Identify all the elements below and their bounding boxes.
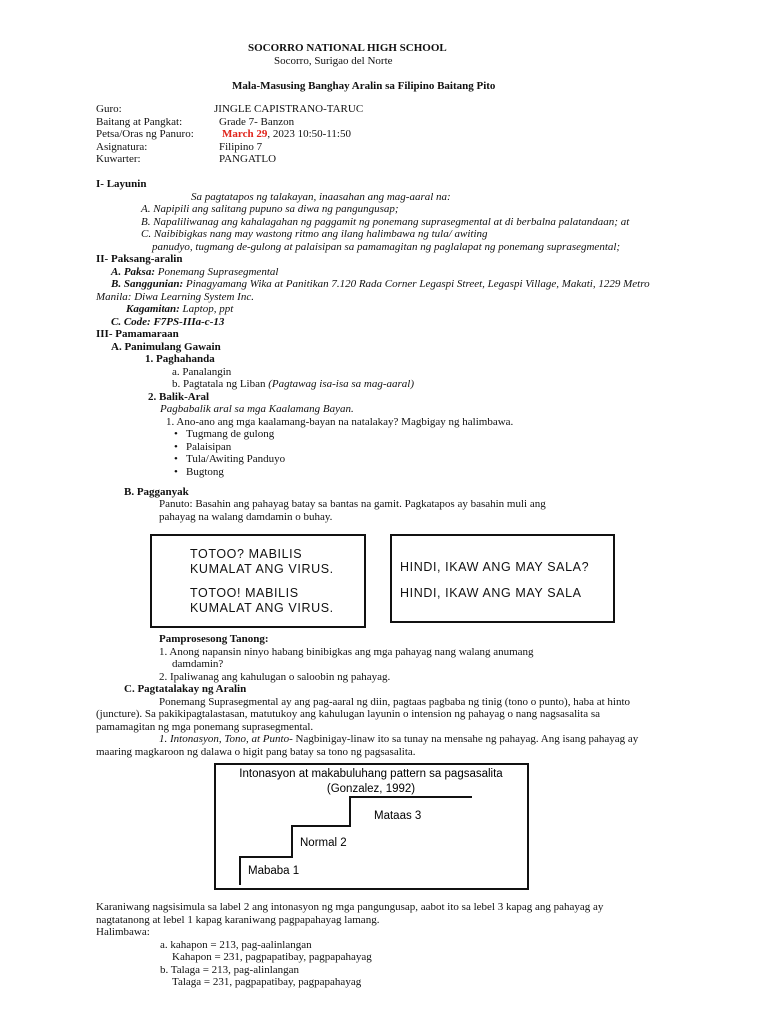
pagtatalakay-p2: (juncture). Sa pakikipagtalastasan, matutukoy ang kahulugan layunin o intension ng pahayag o nang nagsasalita sa	[96, 708, 601, 720]
box1-line1: TOTOO? MABILIS	[190, 547, 303, 561]
layunin-b: B. Napaliliwanag ang kahalagahan ng paggamit ng ponemang suprasegmental at di berbalna palatandaan; at	[141, 216, 630, 228]
footer-line1: Karaniwang nagsisimula sa label 2 ang intonasyon ng mga pangungusap, aabot ito sa lebel 3 kapag ang pahayag ay	[96, 901, 604, 913]
layunin-c2: panudyo, tugmang de-gulong at palaisipan sa pamamagitan ng paglalapat ng ponemang suprasegmental;	[152, 241, 621, 253]
level-1-label: Mababa 1	[248, 865, 300, 877]
example-4: Talaga = 231, pagpapatibay, pagpapahayag	[172, 976, 362, 988]
list-item: • Palaisipan	[186, 441, 285, 454]
intonasyon-text2: maaring magkaroon ng dalawa o higit pang batay sa tono ng pagsasalita.	[96, 746, 416, 758]
paksa-b-label: B. Sanggunian:	[111, 278, 184, 290]
box2-line2: HINDI, IKAW ANG MAY SALA	[400, 586, 582, 600]
petsa-label: Petsa/Oras ng Panuro:	[96, 128, 194, 140]
list-item: • Tula/Awiting Panduyo	[186, 453, 285, 466]
pagganyak-line1: Panuto: Basahin ang pahayag batay sa bantas na gamit. Pagkatapos ay basahin muli ang	[159, 498, 546, 510]
example-2: Kahapon = 231, pagpapatibay, pagpapahayag	[172, 951, 372, 963]
intonasyon-text: Nagbinigay-linaw ito sa tunay na mensahe ng pahayag. Ang isang pahayag ay	[292, 733, 639, 745]
pamamaraan-heading: III- Pamamaraan	[96, 328, 179, 340]
pagganyak-heading: B. Pagganyak	[124, 486, 189, 498]
school-location: Socorro, Surigao del Norte	[274, 55, 393, 67]
box1-line3: TOTOO! MABILIS	[190, 586, 299, 600]
balik-aral-question: 1. Ano-ano ang mga kaalamang-bayan na natalakay? Magbigay ng halimbawa.	[166, 416, 514, 428]
example-3: b. Talaga = 213, pag-alinlangan	[160, 964, 300, 976]
layunin-c1: C. Naibibigkas nang may wastong ritmo ang ilang halimbawa ng tula/ awiting	[141, 228, 488, 240]
intonasyon-label: 1. Intonasyon, Tono, at Punto-	[159, 733, 293, 745]
pagtatala-note: (Pagtawag isa-isa sa mag-aaral)	[268, 378, 414, 390]
footer-line2: nagtatanong at lebel 1 kapag karaniwang pagpapahayag lamang.	[96, 914, 380, 926]
pagtatalakay-heading: C. Pagtatalakay ng Aralin	[124, 683, 247, 695]
level-2-label: Normal 2	[300, 837, 347, 849]
kuwarter-value: PANGATLO	[219, 153, 277, 165]
kagamitan-value: Laptop, ppt	[182, 303, 234, 315]
paksa-b-value: Pinagyamang Wika at Panitikan 7.120 Rada Corner Legaspi Street, Legaspi Village, Makati, 1229 Metro	[185, 278, 650, 290]
level-3-label: Mataas 3	[374, 810, 422, 822]
balik-aral-intro: Pagbabalik aral sa mga Kaalamang Bayan.	[160, 403, 354, 415]
box1-line4: KUMALAT ANG VIRUS.	[190, 601, 334, 615]
guro-value: JINGLE CAPISTRANO-TARUC	[214, 103, 364, 115]
baitang-value: Grade 7- Banzon	[219, 116, 295, 128]
diagram-subtitle: (Gonzalez, 1992)	[326, 783, 416, 795]
school-name: SOCORRO NATIONAL HIGH SCHOOL	[248, 42, 447, 54]
layunin-a: A. Napipili ang salitang pupuno sa diwa ng pangungusap;	[141, 203, 399, 215]
petsa-date: March 29	[222, 128, 268, 140]
document-title: Mala-Masusing Banghay Aralin sa Filipino Baitang Pito	[232, 80, 496, 92]
kuwarter-label: Kuwarter:	[96, 153, 141, 165]
pagtatala-label: b. Pagtatala ng Liban	[172, 378, 266, 390]
asignatura-value: Filipino 7	[219, 141, 263, 153]
paksa-code: C. Code: F7PS-IIIa-c-13	[111, 316, 225, 328]
list-item: • Tugmang de gulong	[186, 428, 285, 441]
petsa-time: , 2023 10:50-11:50	[267, 128, 351, 140]
diagram-title: Intonasyon at makabuluhang pattern sa pagsasalita	[239, 768, 503, 780]
box2-line1: HINDI, IKAW ANG MAY SALA?	[400, 560, 590, 574]
paksa-b-value2: Manila: Diwa Learning System Inc.	[96, 291, 254, 303]
asignatura-label: Asignatura:	[96, 141, 148, 153]
guro-label: Guro:	[96, 103, 122, 115]
example-1: a. kahapon = 213, pag-aalinlangan	[160, 939, 312, 951]
tanong-2: 2. Ipaliwanag ang kahulugan o saloobin ng pahayag.	[159, 671, 391, 683]
tanong-1: 1. Anong napansin ninyo habang binibigkas ang mga pahayag nang walang anumang	[159, 646, 534, 658]
pagtatalakay-p1: Ponemang Suprasegmental ay ang pag-aaral ng diin, pagtaas pagbaba ng tinig (tono o punto), haba at hinto	[159, 696, 631, 708]
panalangin: a. Panalangin	[172, 366, 232, 378]
pamprosesong-tanong-heading: Pamprosesong Tanong:	[159, 633, 269, 645]
paksa-heading: II- Paksang-aralin	[96, 253, 183, 265]
tanong-1-cont: damdamin?	[172, 658, 224, 670]
list-item: • Bugtong	[186, 466, 285, 479]
paghahanda: 1. Paghahanda	[145, 353, 215, 365]
paksa-a-label: A. Paksa:	[111, 266, 155, 278]
halimbawa-label: Halimbawa:	[96, 926, 150, 938]
layunin-intro: Sa pagtatapos ng talakayan, inaasahan ang mag-aaral na:	[191, 191, 451, 203]
panimulang-gawain: A. Panimulang Gawain	[111, 341, 221, 353]
box1-line2: KUMALAT ANG VIRUS.	[190, 562, 334, 576]
baitang-label: Baitang at Pangkat:	[96, 116, 183, 128]
balik-aral: 2. Balik-Aral	[148, 391, 210, 403]
kagamitan-label: Kagamitan:	[126, 303, 180, 315]
pagtatalakay-p3: pamamagitan ng mga ponemang suprasegmental.	[96, 721, 314, 733]
paksa-a-value: Ponemang Suprasegmental	[157, 266, 279, 278]
layunin-heading: I- Layunin	[96, 178, 147, 190]
pagganyak-line2: pahayag na walang damdamin o buhay.	[159, 511, 333, 523]
